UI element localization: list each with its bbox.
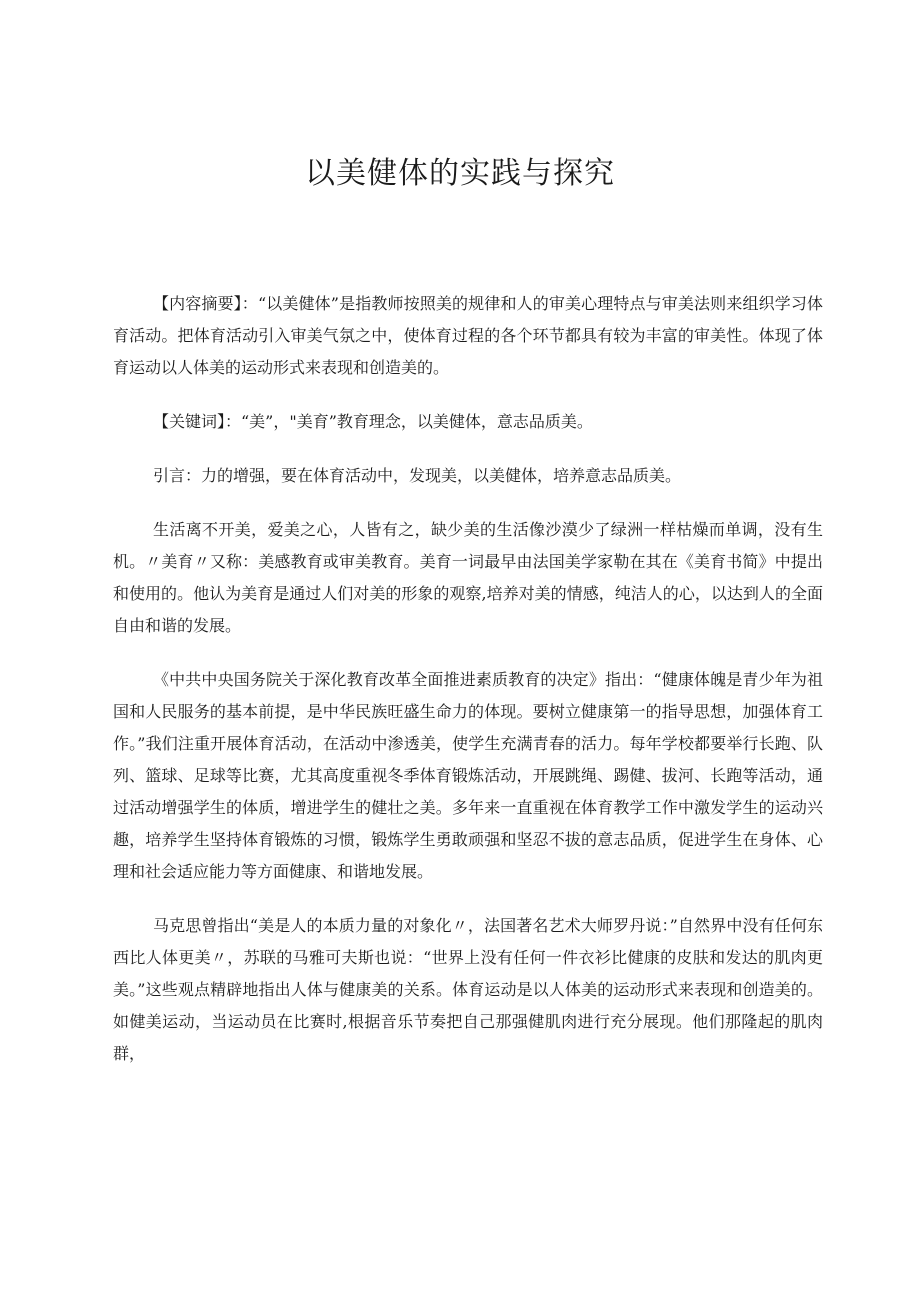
introduction-paragraph: 引言：力的增强，要在体育活动中，发现美，以美健体，培养意志品质美。: [153, 466, 682, 485]
document-body: [113, 288, 823, 1070]
body-paragraph: 《中共中央国务院关于深化教育改革全面推进素质教育的决定》指出：“健康体魄是青少年为祖国和人民服务的基本前提，是中华民族旺盛生命力的体现。要树立健康第一的指导思想，加强体育工作。”我们注重开展体育活动，在活动中渗透美，使学生充满青春的活力。每年学校都要举行长跑、队列、篮球、足球等比赛，尤其高度重视冬季体育锻炼活动，开展跳绳、踢健、拔河、长跑等活动，通过活动增强学生的体质，增进学生的健壮之美。多年来一直重视在体育教学工作中激发学生的运动兴趣，培养学生坚持体育锻炼的习惯，锻炼学生勇敢顽强和坚忍不拔的意志品质，促进学生在身体、心理和社会适应能力等方面健康、和谐地发展。: [113, 670, 823, 881]
body-paragraph: 生活离不开美，爱美之心，人皆有之，缺少美的生活像沙漠少了绿洲一样枯燥而单调，没有生机。〃美育〃又称：美感教育或审美教育。美育一词最早由法国美学家勒在其在《美育书简》中提出和使用的。他认为美育是通过人们对美的形象的观察,培养对美的情感，纯洁人的心，以达到人的全面自由和谐的发展。: [113, 520, 823, 635]
abstract-paragraph: 【内容摘要】：“以美健体”是指教师按照美的规律和人的审美心理特点与审美法则来组织学习体育活动。把体育活动引入审美气氛之中，使体育过程的各个环节都具有较为丰富的审美性。体现了体育运动以人体美的运动形式来表现和创造美的。: [113, 294, 823, 377]
body-paragraph: 马克思曾指出“美是人的本质力量的对象化〃，法国著名艺术大师罗丹说：”自然界中没有任何东西比人体更美〃，苏联的马雅可夫斯也说：“世界上没有任何一件衣衫比健康的皮肤和发达的肌肉更美。”这些观点精辟地指出人体与健康美的关系。体育运动是以人体美的运动形式来表现和创造美的。如健美运动，当运动员在比赛时,根据音乐节奏把自己那强健肌肉进行充分展现。他们那隆起的肌肉群，: [113, 916, 823, 1063]
keywords-paragraph: 【关键词】：“美”，"美育”教育理念，以美健体，意志品质美。: [153, 412, 593, 431]
document-title: 以美健体的实践与探究: [305, 156, 615, 191]
